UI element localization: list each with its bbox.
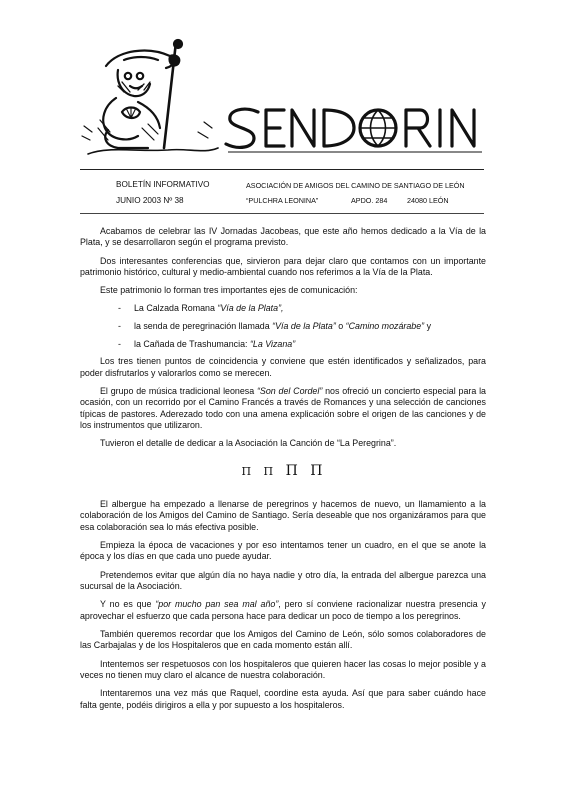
text-part: El grupo de música tradicional leonesa [100, 385, 257, 396]
paragraph: Dos interesantes conferencias que, sirvieron para dejar claro que contamos con un importante patrimonio histórico, cultural y medio-ambiental cuando nos referimos a la Vía de la Plata. [80, 255, 486, 278]
paragraph: Tuvieron el detalle de dedicar a la Asociación la Canción de “La Peregrina”. [100, 438, 397, 449]
postal-code-city: 24080 LEÓN [407, 196, 449, 205]
postal-box: APDO. 284 [351, 196, 388, 205]
bulletin-label: BOLETÍN INFORMATIVO [116, 180, 210, 189]
list-item [80, 321, 486, 332]
text-part: , pero sí conviene racionalizar nuestra presencia y aprovechar el esfuerzo que cada persona hace para dedicar un poco de tiempo a los peregrinos. [80, 599, 486, 621]
association-motto: “PULCHRA LEONINA” [246, 196, 319, 205]
list-text-part: la Cañada de Trashumancia: [134, 338, 250, 349]
separator-glyph: Π [285, 462, 300, 479]
list-item-text [134, 303, 284, 314]
header-top-rule [80, 169, 484, 170]
list-text-part: y [424, 321, 432, 332]
association-name: ASOCIACIÓN DE AMIGOS DEL CAMINO DE SANTIAGO DE LEÓN [246, 181, 465, 190]
list-text-italic: “La Vizana” [249, 338, 296, 349]
text-part: nos ofreció un concierto especial para la ocasión, con un recorrido por el Camino Francés a través de Romances y una selección de canciones típicas de pastores. Aderezado todo con una amena explicación sobre el origen de las canciones y de los instrumentos que utilizaron. [80, 385, 486, 431]
list-item-text [134, 321, 431, 332]
list-text-part: La Calzada Romana [134, 303, 218, 314]
text-italic: “por mucho pan sea mal año” [155, 599, 279, 610]
separator-glyph: Π [263, 464, 276, 478]
issue-date: JUNIO 2003 Nº 38 [116, 196, 184, 205]
paragraph [80, 386, 486, 432]
list-text-italic: “Camino mozárabe” [345, 321, 425, 332]
list-text-italic: “Vía de la Plata” [272, 321, 336, 332]
list-text-part: la senda de peregrinación llamada [134, 321, 273, 332]
paragraph [80, 599, 486, 622]
list-dash: - [118, 321, 121, 332]
paragraph: Este patrimonio lo forman tres importantes ejes de comunicación: [100, 285, 358, 296]
paragraph: Intentaremos una vez más que Raquel, coordine esta ayuda. Así que para saber cuándo hace falta gente, podéis dirigiros a ella y por supuesto a los hospitaleros. [80, 688, 486, 710]
list-item-text [134, 339, 295, 350]
paragraph: Pretendemos evitar que algún día no haya nadie y otro día, la entrada del albergue parezca una sucursal de la Asociación. [80, 569, 486, 592]
separator-glyph: Π [310, 462, 325, 479]
list-dash: - [118, 338, 121, 349]
paragraph: Acabamos de celebrar las IV Jornadas Jacobeas, que este año hemos dedicado a la Vía de la Plata, y se desarrollaron según el programa previsto. [80, 226, 486, 248]
header-bottom-rule [80, 213, 484, 214]
list-item [80, 303, 486, 314]
heritage-axes-list [80, 303, 486, 350]
paragraph: Los tres tienen puntos de coincidencia y conviene que estén identificados y señalizados, para poder disfrutarlos y valorarlos como se merecen. [80, 356, 486, 378]
list-item [80, 339, 486, 350]
paragraph: El albergue ha empezado a llenarse de peregrinos y hacemos de nuevo, un llamamiento a la colaboración de los Amigos del Camino de Santiago. Sería deseable que nos organizáramos para que esa colaboración sea lo más efectiva posible. [80, 499, 486, 532]
text-part: Y no es que [100, 599, 156, 610]
list-text-italic: “Vía de la Plata”, [217, 303, 284, 314]
separator-glyph: Π [241, 464, 254, 478]
paragraph: Empieza la época de vacaciones y por eso intentamos tener un cuadro, en el que se anote la época y los días en que cada uno puede ayudar. [80, 540, 486, 562]
section-separator [80, 462, 486, 479]
text-italic: “Son del Cordel” [256, 385, 323, 396]
masthead-logo [78, 36, 498, 164]
list-text-part: o [335, 321, 346, 332]
paragraph: También queremos recordar que los Amigos del Camino de León, sólo somos colaboradores de las Carbajalas y de los Hospitaleros que en cada momento están allí. [80, 628, 486, 651]
pilgrim-logo-illustration [78, 36, 498, 164]
list-dash: - [118, 303, 121, 314]
article-body [80, 226, 486, 718]
paragraph: Intentemos ser respetuosos con los hospitaleros que quieren hacer las cosas lo mejor posible y a veces no tienen muy claro el alcance de nuestra colaboración. [80, 658, 486, 680]
